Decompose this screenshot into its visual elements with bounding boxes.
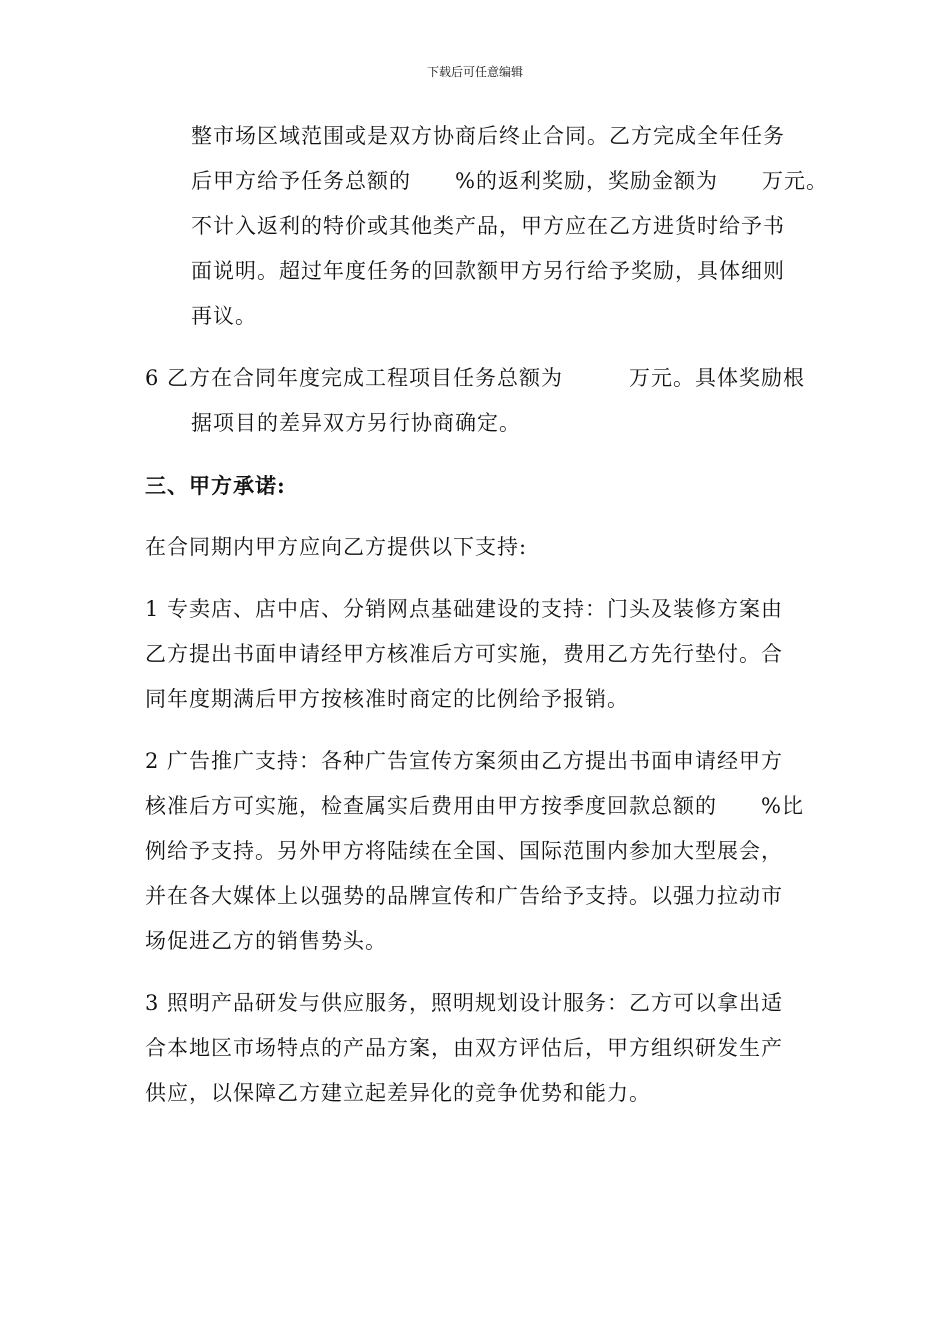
paragraph-support-2 <box>145 739 810 964</box>
page-header: 下载后可任意编辑 <box>426 65 523 79</box>
text-line: 再议。 <box>191 304 257 328</box>
paragraph-support-3 <box>145 981 810 1116</box>
document-body <box>145 114 828 1116</box>
text-line: 同年度期满后甲方按核准时商定的比例给予报销。 <box>145 687 629 711</box>
text-line: 面说明。超过年度任务的回款额甲方另行给予奖励，具体细则 <box>191 259 785 283</box>
text-line: 3 照明产品研发与供应服务，照明规划设计服务：乙方可以拿出适 <box>145 991 784 1015</box>
paragraph-intro <box>145 525 810 570</box>
text-line: 供应，以保障乙方建立起差异化的竞争优势和能力。 <box>145 1081 651 1105</box>
paragraph-support-1 <box>145 587 810 722</box>
section-heading <box>145 463 810 508</box>
paragraph-item-6 <box>145 356 810 446</box>
text-line: 1 专卖店、店中店、分销网点基础建设的支持：门头及装修方案由 <box>145 597 784 621</box>
text-line: 合本地区市场特点的产品方案，由双方评估后，甲方组织研发生产 <box>145 1036 783 1060</box>
text-line: 6 乙方在合同年度完成工程项目任务总额为 万元。具体奖励根 <box>145 366 806 390</box>
text-line: 据项目的差异双方另行协商确定。 <box>191 411 521 435</box>
text-line: 场促进乙方的销售势头。 <box>145 929 387 953</box>
text-line: 2 广告推广支持：各种广告宣传方案须由乙方提出书面申请经甲方 <box>145 749 784 773</box>
text-line: 不计入返利的特价或其他类产品，甲方应在乙方进货时给予书 <box>191 214 785 238</box>
text-line: 例给予支持。另外甲方将陆续在全国、国际范围内参加大型展会， <box>145 839 783 863</box>
text-line: 并在各大媒体上以强势的品牌宣传和广告给予支持。以强力拉动市 <box>145 884 783 908</box>
text-line: 在合同期内甲方应向乙方提供以下支持: <box>145 535 528 559</box>
text-line: 后甲方给予任务总额的 %的返利奖励，奖励金额为 万元。 <box>191 169 828 193</box>
heading-text: 三、甲方承诺: <box>145 473 286 498</box>
text-line: 整市场区域范围或是双方协商后终止合同。乙方完成全年任务 <box>191 124 785 148</box>
text-line: 乙方提出书面申请经甲方核准后方可实施，费用乙方先行垫付。合 <box>145 642 783 666</box>
paragraph-continuation <box>145 114 828 339</box>
text-line: 核准后方可实施，检查属实后费用由甲方按季度回款总额的 %比 <box>145 794 804 818</box>
